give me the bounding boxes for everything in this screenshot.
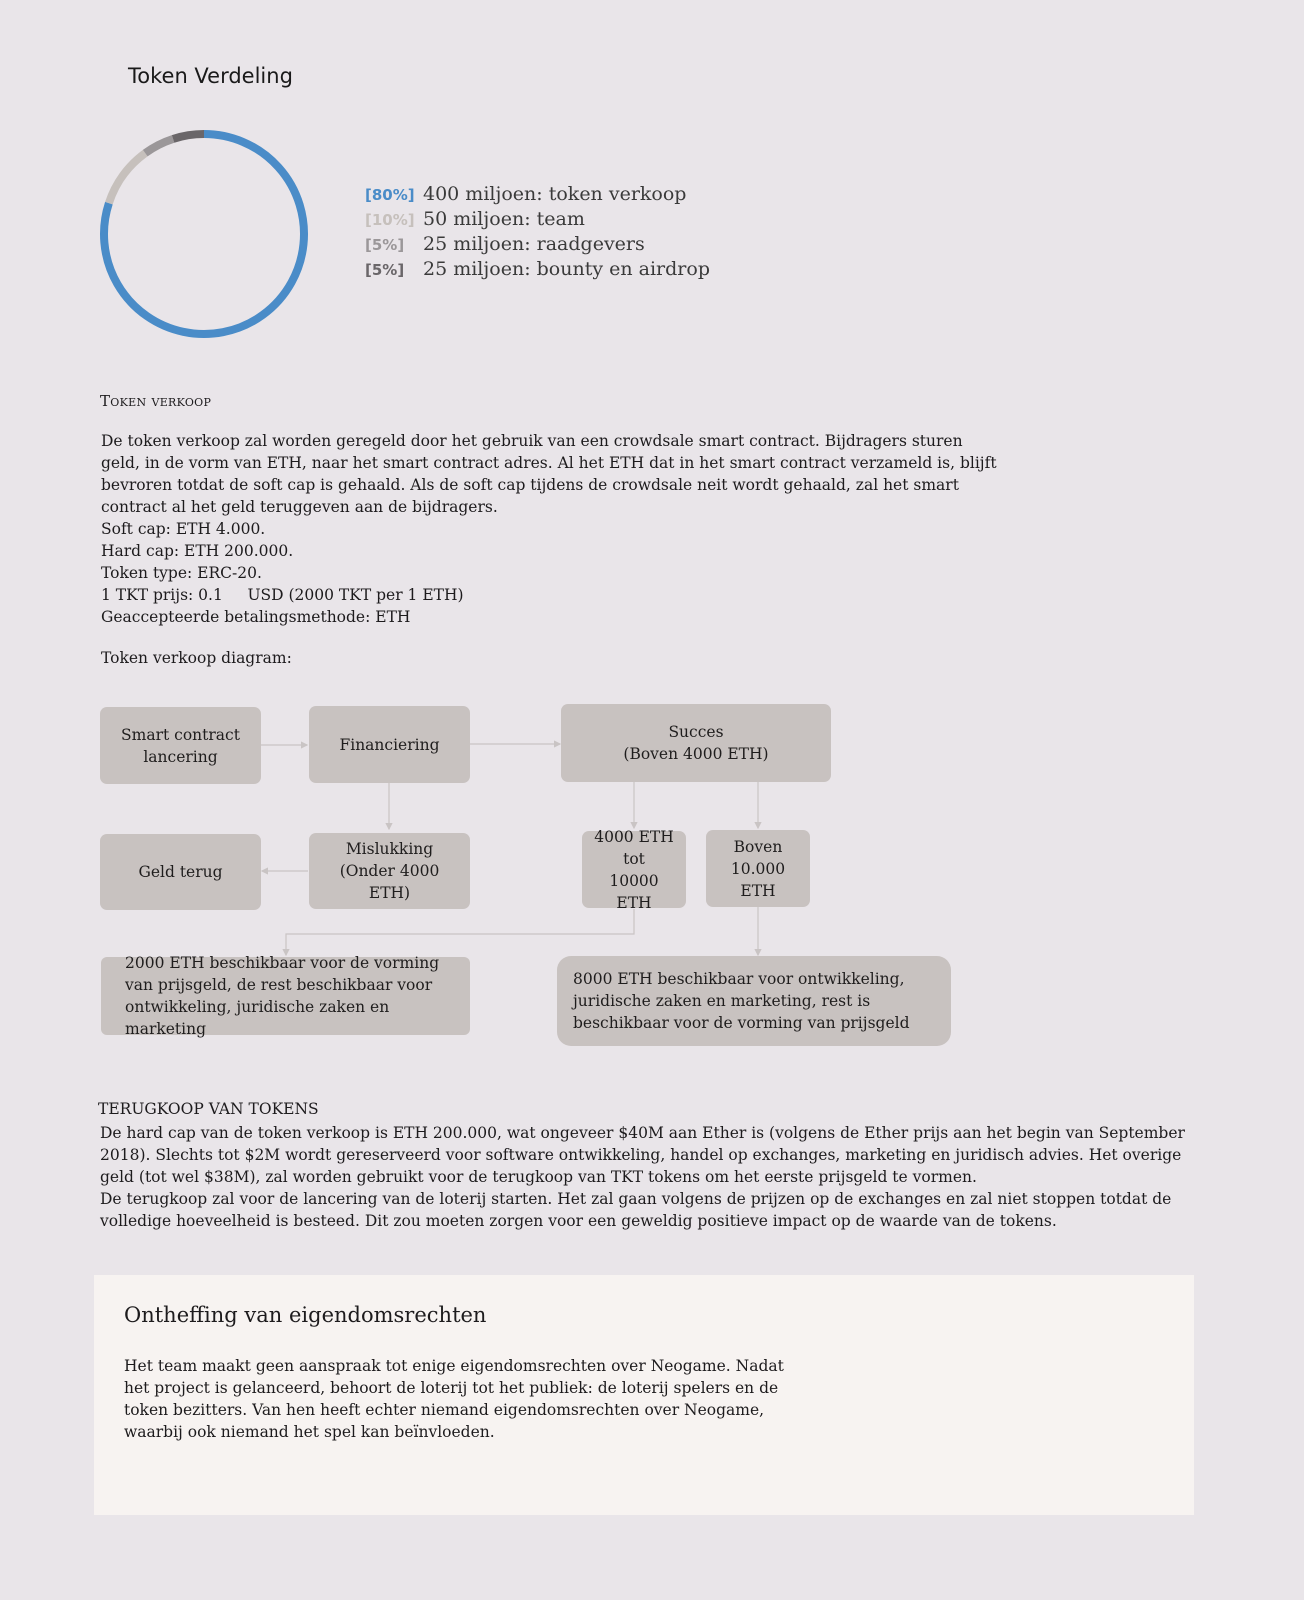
flow-box-above-10000: Boven 10.000 ETH	[706, 830, 810, 907]
flow-box-success: Succes (Boven 4000 ETH)	[561, 704, 831, 782]
legend-percentage: [10%]	[365, 211, 415, 229]
legend-label: 25 miljoen: bounty en airdrop	[423, 258, 710, 280]
payment-method-line: Geaccepteerde betalingsmethode: ETH	[101, 608, 411, 626]
ownership-title: Ontheffing van eigendomsrechten	[124, 1303, 487, 1327]
hard-cap-line: Hard cap: ETH 200.000.	[101, 542, 294, 560]
flow-box-refund: Geld terug	[100, 834, 261, 910]
arrow-range-to-outcome-low	[286, 909, 634, 955]
soft-cap-line: Soft cap: ETH 4.000.	[101, 520, 266, 538]
legend-label: 50 miljoen: team	[423, 208, 585, 230]
flow-box-range-4000-10000: 4000 ETH tot 10000 ETH	[582, 831, 686, 908]
buyback-paragraph-2: De terugkoop zal voor de lancering van de loterij starten. Het zal gaan volgens de prijzen op de exchanges en zal niet stoppen totdat de volledige hoeveelheid is besteed. Dit zou moeten zorgen voor een geweldig positieve impact op de waarde van de tokens.	[100, 1190, 1172, 1230]
flow-box-failure: Mislukking (Onder 4000 ETH)	[309, 833, 470, 909]
legend-percentage: [80%]	[365, 186, 415, 204]
diagram-label: Token verkoop diagram:	[101, 649, 292, 667]
flow-box-outcome-low: 2000 ETH beschikbaar voor de vorming van prijsgeld, de rest beschikbaar voor ontwikkeling, juridische zaken en marketing	[101, 957, 470, 1035]
token-type-line: Token type: ERC-20.	[101, 564, 262, 582]
buyback-paragraph-1: De hard cap van de token verkoop is ETH 200.000, wat ongeveer $40M aan Ether is (volgens de Ether prijs aan het begin van September 2018). Slechts tot $2M wordt gereserveerd voor software ontwikkeling, handel op exchanges, marketing en juridisch advies. Het overige geld (tot wel $38M), zal worden gebruikt voor de terugkoop van TKT tokens om het eerste prijsgeld te vormen.	[100, 1124, 1185, 1186]
legend-percentage: [5%]	[365, 236, 405, 254]
buyback-body	[100, 1122, 1210, 1232]
chart-title: Token Verdeling	[128, 64, 293, 88]
buyback-heading: TERUGKOOP VAN TOKENS	[98, 1100, 319, 1118]
legend-label: 400 miljoen: token verkoop	[423, 183, 687, 205]
legend-percentage: [5%]	[365, 261, 405, 279]
ownership-text: Het team maakt geen aanspraak tot enige eigendomsrechten over Neogame. Nadat het project is gelanceerd, behoort de loterij tot het publiek: de loterij spelers en de token bezitters. Van hen heeft echter niemand eigendomsrechten over Neogame, waarbij ook niemand het spel kan beïnvloeden.	[124, 1357, 784, 1441]
flow-box-funding: Financiering	[309, 706, 470, 783]
token-sale-heading: Token verkoop	[100, 392, 212, 410]
token-sale-paragraph: De token verkoop zal worden geregeld door het gebruik van een crowdsale smart contract. Bijdragers sturen geld, in de vorm van ETH, naar het smart contract adres. Al het ETH dat in het smart contract verzameld is, blijft bevroren totdat de soft cap is gehaald. Als de soft cap tijdens de crowdsale neit wordt gehaald, zal het smart contract al het geld teruggeven aan de bijdragers.	[101, 432, 997, 516]
flow-box-outcome-high: 8000 ETH beschikbaar voor ontwikkeling, juridische zaken en marketing, rest is beschikbaar voor de vorming van prijsgeld	[557, 956, 951, 1046]
legend-label: 25 miljoen: raadgevers	[423, 233, 645, 255]
price-line: 1 TKT prijs: 0.1 USD (2000 TKT per 1 ETH)	[101, 586, 464, 604]
ownership-panel	[94, 1275, 1194, 1515]
flow-box-launch: Smart contract lancering	[100, 707, 261, 784]
